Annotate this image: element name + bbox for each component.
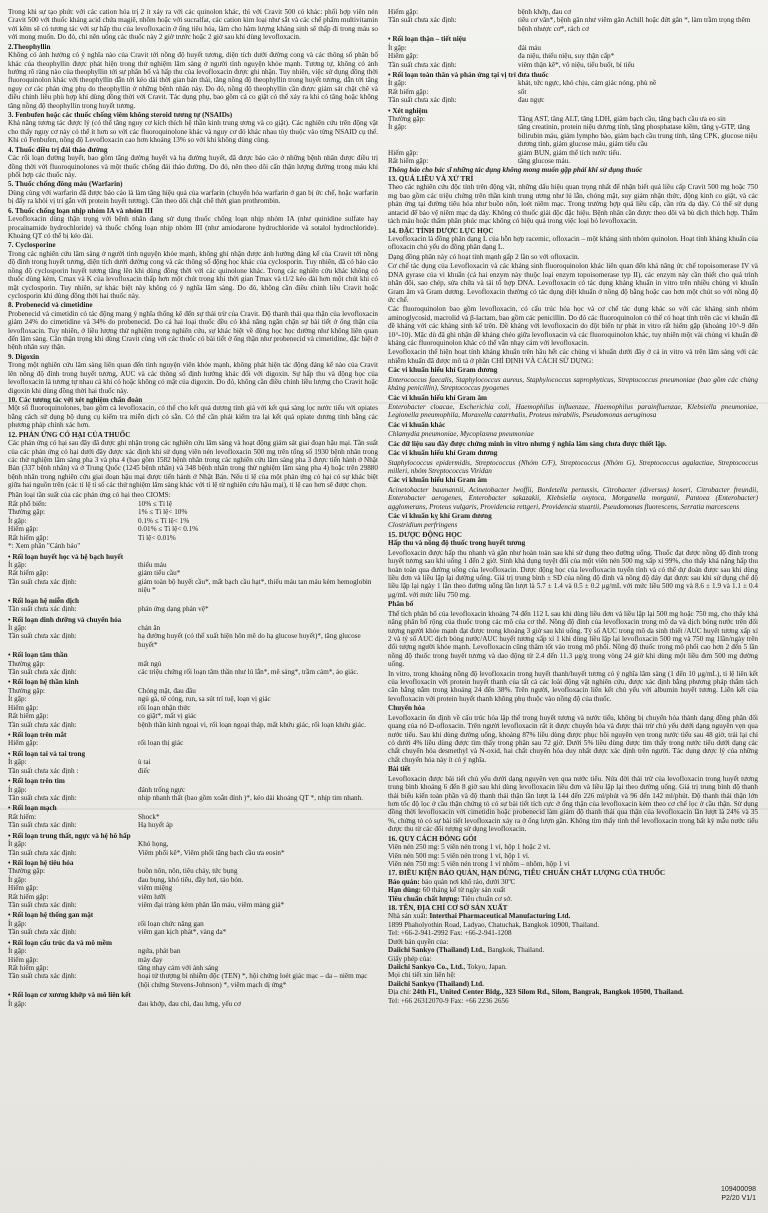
frequency-row — [388, 149, 758, 157]
frequency-label: Tần suất chưa xác định: — [8, 928, 77, 937]
packaging-list — [388, 843, 758, 868]
manufacturer-name: Interthai Pharmaceutical Manufacturing Ltd. — [429, 912, 571, 921]
adverse-group — [8, 859, 378, 910]
reaction-text: đau khớp, đau chi, đau lưng, yếu cơ — [138, 999, 241, 1008]
reaction-text: giảm tiểu cầu* — [138, 569, 181, 578]
adverse-group — [8, 750, 378, 775]
section-text: Dùng cùng với warfarin đã được báo cáo là làm tăng hiệu quả của warfarin (chuyển hóa warfarin ở gan bị ức chế, hoặc warfarin bị đẩy ra khỏi vị trí gắn với protein huyết tương). Cần theo dõi chặt chẽ thời gian prothrombin. — [8, 188, 378, 206]
subheading: Các vi khuẩn hiếu khí Gram âm — [388, 393, 488, 402]
frequency-label: Tần suất chưa xác định: — [8, 793, 77, 802]
frequency-label: Rất hiếm gặp: — [8, 533, 49, 542]
report-notice: Thông báo cho bác sĩ những tác dụng không mong muốn gặp phải khi sử dụng thuốc — [388, 165, 643, 174]
adverse-group-heading: • Rối loạn dinh dưỡng và chuyển hóa — [8, 615, 122, 624]
frequency-row — [8, 867, 378, 875]
reaction-text: tăng nhạy cảm với ánh sáng — [138, 963, 219, 972]
distributor-address-label: Địa chỉ: — [388, 988, 413, 997]
frequency-label: Ít gặp: — [8, 840, 27, 849]
frequency-label: Hiếm gặp: — [8, 739, 39, 748]
frequency-label: Tần suất chưa xác định: — [8, 972, 77, 981]
copyright-location: , Bangkok, Thailand. — [483, 946, 545, 955]
reaction-text: ngứa, phát ban — [138, 947, 181, 956]
storage-value: 60 tháng kể từ ngày sản xuất — [420, 886, 506, 895]
frequency-row — [388, 52, 758, 60]
storage-value: Tiêu chuẩn cơ sở. — [459, 894, 512, 903]
frequency-label: Rất hiếm: — [8, 812, 37, 821]
frequency-row — [8, 786, 378, 794]
section-heading: 17. ĐIỀU KIỆN BẢO QUẢN, HẠN DÙNG, TIÊU CHUẨN CHẤT LƯỢNG CỦA THUỐC — [388, 869, 666, 878]
frequency-row — [8, 721, 378, 729]
frequency-label: Tần suất chưa xác định: — [388, 60, 457, 69]
frequency-label: Tần suất chưa xác định: — [8, 901, 77, 910]
frequency-label: Tần suất chưa xác định: — [388, 96, 457, 105]
organism-list: Acinetobacter baumannii, Acinetobacter lwoffii, Bordetella pertussis, Citrobacter (diversus) koseri, Citrobacter freundii, Enterobacter aerogenes, Enterobacter sakazakii, Klebsiella oxytoca, Morganella morganii, Pantoea (Enterobacter) agglomerans, Proteus vulgaris, Providencia rettgeri, Providencia stuartii, Pseudomonas fluorescens, Serratia marcescens — [388, 485, 758, 511]
frequency-label: Tần suất chưa xác định: — [8, 720, 77, 729]
section-text: Trong các nghiên cứu lâm sàng ở người tình nguyện khỏe mạnh, không ghi nhận được ảnh hưởng đáng kể của Cravit tới nồng độ đỉnh trong huyết tương, diện tích dưới đường cong và các thông số động học khác của cyclosporin. Tuy nhiên, đã có báo cáo nồng độ cyclosporin huyết tương tăng lên khi dùng đồng thời với các quinolone khác. Trong các nghiên cứu khác không có thuốc dùng kèm, Cmax và K của levofloxacin thấp hơn một chút trong khi thời gian Tmax và t1/2 kéo dài hơn một chút khi có mặt cyclosporin. Tuy nhiên, sự khác biệt này không có ý nghĩa lâm sàng. Do đó, không cần điều chỉnh liều Cravit hoặc cyclosporin khi dùng đồng thời hai thuốc này. — [8, 249, 378, 300]
reaction-text: viêm miệng — [138, 884, 173, 893]
frequency-label: Ít gặp: — [8, 875, 27, 884]
section-text: Trong một nghiên cứu lâm sàng liên quan đến tình nguyện viên khỏe mạnh, không phát hiện tác động đáng kể nào của Cravit lên nồng độ đỉnh trong huyết tương, AUC và các thông số định hướng khác đối với digoxin. Sự hấp thu và động học của levofloxacin là tương tự nhau cả khi có hoặc không có mặt của digoxin. Do đó, không cần điều chỉnh liều lượng cho Cravit hoặc digoxin khi dùng đồng thời hai thuốc này. — [8, 361, 378, 395]
storage-line — [388, 886, 758, 894]
section-heading: 6. Thuốc chống loạn nhịp nhóm IA và nhóm III — [8, 206, 153, 215]
frequency-label: Thường gặp: — [8, 686, 46, 695]
frequency-label: Ít gặp: — [8, 561, 27, 569]
storage-label: Tiêu chuẩn chất lượng: — [388, 894, 460, 903]
subheading: Các dữ liệu sau đây được chứng minh in vitro nhưng ý nghĩa lâm sàng chưa được thiết lập. — [388, 439, 667, 448]
organism-list: Chlamydia pneumoniae, Mycoplasma pneumoniae — [388, 430, 534, 439]
section-text: Probenecid và cimetidin có tác động mang ý nghĩa thống kê đến sự thải trừ của Cravit. Độ thanh thải qua thận của levofloxacin giảm 24% do cimetidine và 34% do probenecid. Do cả hai loại thuốc đều có khả năng ngăn chặn sự bài tiết ở ống thận của levofloxacin. Tuy nhiên, ở liều lượng thử nghiệm trong nghiên cứu, sự khác biệt về động học học dường như không liên quan đến lâm sàng. Cần thận trọng khi dùng Cravit cùng với các thuốc có bài tiết ở ống thận như probenecid và cimetidine, đặc biệt ở bệnh nhân suy thận. — [8, 309, 378, 352]
storage-line — [388, 878, 758, 886]
organism-list: Clostridium perfringens — [388, 521, 458, 530]
adverse-group — [8, 777, 378, 802]
section-heading: 7. Cyclosporine — [8, 241, 56, 250]
adverse-group-heading: • Rối loạn hệ thần kinh — [8, 678, 79, 687]
reaction-text: bệnh khớp, đau cơ — [518, 8, 572, 16]
frequency-row — [8, 794, 378, 802]
adverse-group — [388, 35, 758, 69]
section-text: Levofloxacin được bài tiết chủ yếu dưới dạng nguyên vẹn qua nước tiểu. Nửa đời thải trừ của levofloxacin trong huyết tương trung bình khoảng 6 đến 8 giờ sau khi dùng levofloxacin liều đơn và liều lặp lại theo đường uống. Giá trị trung bình độ thanh thải biểu kiến toàn phần và độ thanh thải thận lần lượt là 144 đến 226 ml/phút và 96 đến 142 ml/phút. Độ thanh thải thận lớn hơn tốc độ lọc ở cầu thận chứng tỏ có sự bài tiết tích cực ở ống thận của levofloxacin kèm theo cơ chế lọc ở cầu thận. Sử dụng đồng thời levofloxacin với cimetidin hoặc probenecid làm giảm độ thanh thải qua thận của levofloxacin lần lượt là 24% và 35 %, chứng tỏ có sự bài tiết levofloxacin xảy ra ở ống lượn gần. Không tìm thấy tinh thể levofloxacin trong bất kỳ mẫu nước tiểu được thu từ các đối tượng sử dụng levofloxacin. — [388, 774, 758, 834]
section-text: Levofloxacin ổn định về cấu trúc hóa lập thể trong huyết tương và nước tiểu, không bị chuyển hóa thành dạng đồng phân đối quang của nó D-ofloxacin. Trên người levofloxacin rất ít được chuyển hóa và được thải trừ chủ yếu dưới dạng nguyên vẹn qua nước tiểu. Sau khi dùng đường uống, khoảng 87% liều dùng được phục hồi nguyên vẹn trong nước tiểu sau 48 giờ, trái lại chỉ có dưới 4% liều dùng được tìm thấy trong phân sau 72 giờ. Dưới 5% liều dùng được tìm thấy trong nước tiểu dưới dạng các chất chuyển hóa desmethyl và N-oxid, hai chất chuyển hóa duy nhất được xác định trên người. Tác dụng dược lý của những chất chuyển hóa này ít có ý nghĩa. — [388, 713, 758, 764]
frequency-label: Rất hiếm gặp: — [388, 87, 429, 96]
reaction-text: 0.1% ≤ Tỉ lệ< 1% — [138, 516, 190, 525]
organism-list: Staphylococcus epidermidis, Streptococcus (Nhóm C/F), Streptococcus (Nhóm G), Streptococcus agalactiae, Streptococcus milleri, nhóm Streptococcus Viridan — [388, 458, 758, 475]
frequency-label: Thường gặp: — [8, 508, 46, 517]
section-text: Cơ chế tác dụng của Levofloxacin và các kháng sinh fluoroquinolon khác liên quan đến khả năng ức chế topoisomerase IV và DNA gyrase của vi khuẩn (cả hai enzym này thuộc loại enzym topoisomerase typ II), các enzym này cần thiết cho quá trình nhân đôi, sao chép, sửa chữa và tái tổ hợp DNA. Levofloxacin có tác dụng kháng khuẩn in vitro trên nhiều chủng vi khuẩn Gram âm và Gram dương. Levofloxacin thường có tác dụng diệt khuẩn ở nồng độ bằng hoặc cao hơn một chút so với nồng độ ức chế. — [388, 262, 758, 304]
frequency-row — [8, 534, 378, 542]
reaction-text: Shock* — [138, 812, 160, 821]
reaction-text: bệnh thần kinh ngoại vi, rối loạn ngoại tháp, mất khứu giác, rối loạn khứu giác. — [138, 720, 366, 729]
document-code — [721, 1185, 756, 1203]
adverse-group-heading: • Rối loạn tai và tai trong — [8, 749, 86, 758]
contact-label: Mọi chi tiết xin liên hệ: — [388, 971, 456, 980]
reaction-text: thiếu máu — [138, 561, 167, 569]
adverse-group — [8, 991, 378, 1008]
frequency-label: Thường gặp: — [8, 659, 46, 668]
frequency-row — [8, 739, 378, 747]
organism-list: Enterococcus faecalis, Staphylococcus aureus, Staphylococcus saprophyticus, Streptococcus pneumoniae (bao gồm các chủng kháng penicillin), Streptococcus pyogenes — [388, 375, 758, 393]
frequency-row — [8, 972, 378, 989]
adverse-group-heading: • Rối loạn trên tim — [8, 777, 65, 786]
section-text: Khả năng tương tác được lý (có thể tăng nguy cơ kích thích hệ thần kinh trung ương và co giật). Các nghiên cứu trên động vật cho thấy nguy cơ này có thể ít hơn so với các fluoroquinolone khác và nguy cơ đó khác nhau tùy thuộc vào từng NSAID cụ thể. Khi có Fenbufen, nồng độ Levofloxacin cao hơn khoảng 13% so với khi không dùng cùng. — [8, 119, 378, 145]
reaction-text: giảm toàn bộ huyết cầu*, mất bạch cầu hạt*, thiếu máu tan máu kèm hemoglobin niệu * — [138, 577, 372, 595]
section-heading: 14. ĐẶC TÍNH DƯỢC LỰC HỌC — [388, 226, 494, 235]
subheading: Các vi khuẩn hiếu khí Gram dương — [388, 366, 498, 375]
frequency-row — [8, 767, 378, 775]
reaction-text: viêm lưỡi — [138, 892, 166, 901]
frequency-row — [8, 901, 378, 909]
frequency-row — [8, 695, 378, 703]
frequency-row — [8, 821, 378, 829]
adverse-group — [388, 71, 758, 105]
frequency-label: Rất hiếm gặp: — [8, 569, 49, 578]
section-heading: 4. Thuốc điều trị đái tháo đường — [8, 145, 108, 154]
license-holder: Daiichi Sankyo Co., Ltd. — [388, 962, 464, 971]
packaging-line: Viên nén 500 mg: 5 viên nén trong 1 vỉ, hộp 1 vỉ. — [388, 851, 530, 860]
frequency-row — [8, 578, 378, 595]
storage-list — [388, 878, 758, 903]
reaction-text: tiêu cơ vân*, bệnh gân như viêm gân Achill hoặc đứt gân *, làm trầm trọng thêm bệnh nhược cơ*, rách cơ — [518, 16, 751, 33]
organism-list: Enterobacter cloacae, Escherichia coli, Haemophilus influenzae, Haemophilus parainfluenzae, Klebsiella pneumoniae, Legionella pneumophila, Moraxella catarrhalis, Proteus mirabilis, Pseudomonas aeruginosa — [388, 402, 758, 420]
frequency-label: Ít gặp: — [8, 623, 27, 632]
subheading: Phân bố — [388, 600, 414, 609]
reaction-text: ù tai — [138, 758, 151, 767]
frequency-label: Ít gặp: — [8, 516, 27, 525]
manufacturer-address: 1899 Phaholyothin Road, Ladyao, Chatuchak, Bangkok 10900, Thailand. — [388, 920, 600, 929]
adverse-group — [8, 678, 378, 729]
adverse-group-heading: • Rối loạn cơ xương khớp và mô liên kết — [8, 991, 131, 1000]
packaging-line: Viên nén 750 mg: 5 viên nén trong 1 vỉ nhôm – nhôm, hộp 1 vỉ — [388, 859, 570, 868]
frequency-row — [8, 668, 378, 676]
section-heading: 8. Probenecid và cimetidine — [8, 301, 93, 310]
frequency-intro: Phân loại tần suất của các phản ứng có hại theo CIOMS: — [8, 490, 171, 499]
frequency-label: Hiếm gặp: — [8, 884, 39, 893]
storage-value: bảo quản nơi khô ráo, dưới 30ºC — [419, 877, 516, 886]
frequency-row — [388, 96, 758, 104]
reaction-text: chán ăn — [138, 623, 161, 632]
frequency-label: Ít gặp: — [8, 695, 27, 704]
storage-line — [388, 895, 758, 903]
frequency-label: Ít gặp: — [388, 123, 407, 132]
frequency-label: Ít gặp: — [8, 785, 27, 794]
frequency-row — [8, 632, 378, 649]
distributor-phone: Tel: +66 26312070-9 Fax: +66 2236 2656 — [388, 996, 509, 1005]
section-text: Một số fluoroquinolones, bao gồm cả levofloxacin, có thể cho kết quả dương tính giả với kết quả sàng lọc nước tiểu với opiates bằng cách sử dụng bộ dụng cụ kiểm tra miễn dịch có sẵn. Có thể cần phải kiểm tra lại kết quả opiate dương tính bằng các phương pháp chính xác hơn. — [8, 404, 378, 430]
frequency-row — [8, 660, 378, 668]
section-heading: 16. QUY CÁCH ĐÓNG GÓI — [388, 834, 477, 843]
frequency-row — [388, 8, 758, 16]
section-heading: 3. Fenbufen hoặc các thuốc chống viêm không steroid tương tự (NSAIDs) — [8, 111, 233, 120]
section-heading: 13. QUÁ LIỀU VÀ XỬ TRÍ — [388, 175, 474, 184]
frequency-row — [388, 79, 758, 87]
section-text: Dạng đồng phân này có hoạt tính mạnh gấp 2 lần so với ofloxacin. — [388, 252, 580, 261]
frequency-row — [8, 687, 378, 695]
frequency-label: Thường gặp: — [388, 115, 426, 124]
reaction-text: Viêm phổi kẽ*, Viêm phổi tăng bạch cầu ưa eosin* — [138, 848, 285, 857]
frequency-row — [8, 704, 378, 712]
reaction-text: Hạ huyết áp — [138, 821, 173, 830]
packaging-line: Viên nén 250 mg: 5 viên nén trong 1 vỉ, hộp 1 hoặc 2 vỉ. — [388, 843, 551, 852]
reaction-text: khát, tức ngực, khó chịu, cảm giác nóng, phù nề — [518, 79, 657, 88]
frequency-row — [388, 16, 758, 33]
reaction-text: hoại tử thượng bì nhiễm độc (TEN) *, hội chứng loét giác mạc – da – niêm mạc (hội chứng Stevens-Johnson) *, viêm mạch dị ứng* — [138, 972, 368, 989]
frequency-label: Hiếm gặp: — [8, 525, 39, 534]
section-heading: 9. Digoxin — [8, 352, 40, 361]
musculoskeletal-continued — [388, 8, 758, 33]
reaction-text: hạ đường huyết (có thể xuất hiện hôn mê do hạ glucose huyết)*, tăng glucose huyết* — [138, 632, 361, 649]
frequency-label: Tần suất chưa xác định: — [8, 821, 77, 830]
reaction-text: viêm thận kẽ*, vô niệu, tiểu buốt, bí tiểu — [518, 60, 635, 69]
frequency-label: Tần suất chưa xác định: — [8, 668, 77, 677]
adverse-group-heading: • Rối loạn trung thất, ngực và hệ hô hấp — [8, 831, 131, 840]
frequency-row — [8, 569, 378, 577]
adverse-group-heading: • Rối loạn thận – tiết niệu — [388, 35, 466, 44]
reaction-text: mày đay — [138, 955, 163, 964]
frequency-row — [8, 712, 378, 720]
frequency-row — [8, 956, 378, 964]
subheading: Các vi khuẩn khác — [388, 420, 446, 429]
subheading: Chuyển hóa — [388, 704, 425, 713]
section-text: Không có ảnh hưởng có ý nghĩa nào của Cravit tới nồng độ huyết tương, diện tích dưới đường cong và các thông số phân bố khác của theophyllin được phát hiện trong thử nghiệm lâm sàng ở người tình nguyện khỏe mạnh. Tương tự, không có ảnh hưởng rõ ràng nào của theophyllin tới sự phân bố và hấp thu của levofloxacin được ghi nhận. Tuy nhiên, việc sử dụng đồng thời fluoroquinolon khác với theophyllin dẫn tới kéo dài thời gian bán thải, tăng nồng độ theophyllin trong huyết tương, dẫn tới tăng nguy cơ các phản ứng phụ do theophyllin ở những bệnh nhân này. Do đó, nồng độ theophyllin cần được giám sát chặt chẽ và điều chỉnh liều phù hợp khi dùng đồng thời với Cravit. Tác dụng phụ, bao gồm cả co giật có thể xảy ra khi có tăng hoặc không tăng nồng độ theophyllin trong huyết tương. — [8, 51, 378, 110]
reaction-text: điếc — [138, 766, 150, 775]
subheading: Bài tiết — [388, 765, 411, 774]
reaction-text: đau ngực — [518, 96, 545, 105]
section-text: Các rối loạn đường huyết, bao gồm tăng đường huyết và hạ đường huyết, đã được báo cáo ở những bệnh nhân được điều trị đồng thời với fluoroquinolones và một thuốc chống đái tháo đường. Do đó, nên theo dõi cẩn thận lượng đường trong máu khi phối hợp các thuốc này. — [8, 154, 378, 180]
frequency-row — [8, 840, 378, 848]
reaction-text: rối loạn nhận thức — [138, 703, 191, 712]
document-version: P2/20 V1/1 — [721, 1194, 756, 1202]
adverse-reaction-groups — [8, 553, 378, 1009]
frequency-row — [8, 893, 378, 901]
frequency-label: Rất hiếm gặp: — [8, 963, 49, 972]
section-heading: 15. DƯỢC ĐỘNG HỌC — [388, 530, 463, 539]
section-heading: 12. PHẢN ỨNG CÓ HẠI CỦA THUỐC — [8, 430, 131, 439]
subheading: Các vi khuẩn kỵ khí Gram dương — [388, 512, 492, 521]
frequency-row — [8, 1000, 378, 1008]
frequency-label: Ít gặp: — [8, 758, 27, 767]
reaction-text: giảm BUN, giảm thể tích nước tiểu. — [518, 148, 622, 157]
manufacturer-phone: Tel: +66-2-941-2992 Fax: +66-2-941-1208 — [388, 929, 512, 938]
reaction-text: các triệu chứng rối loạn tâm thần như lú lẫn*, mê sảng*, trầm cảm*, ảo giác. — [138, 668, 359, 677]
section-heading: 18. TÊN, ĐỊA CHỈ CƠ SỞ SẢN XUẤT — [388, 904, 508, 913]
frequency-label: Thường gặp: — [8, 867, 46, 876]
section-text: Các phản ứng có hại sau đây đã được ghi nhận trong các nghiên cứu lâm sàng và hoạt động giám sát giai đoạn hậu mại. Tần suất của các phản ứng có hại dưới đây được xác định khi sử dụng viên nén levofloxacin 500 mg trên tổng số 1930 bệnh nhân trong các thử nghiệm lâm sàng pha 3 và pha 4 (bao gồm 1582 bệnh nhân trong các nghiên cứu lâm sàng pha 3 được tiến hành ở Nhật Bản (337 bệnh nhân) và ở Trung Quốc (1245 bệnh nhân) và 348 bệnh nhân trong thử nghiệm lâm sàng pha 4) hoặc trên 29880 bệnh nhân trong nghiên cứu giai đoạn hậu mại được tiến hành ở Nhật Bản. Nếu tỉ lệ của một phản ứng có hại có sự khác biệt giữa hai nguồn trên (các tỉ lệ tỉ số các thử nghiệm lâm sàng khác với tỉ lệ từ nghiên cứu hậu mại), tỉ lệ cao hơn sẽ được chọn. — [8, 439, 378, 490]
frequency-row — [8, 517, 378, 525]
reaction-text: nhịp nhanh thất (bao gồm xoắn đỉnh )*, kéo dài khoảng QT *, nhịp tim nhanh. — [138, 793, 364, 802]
license-location: , Tokyo, Japan. — [463, 962, 507, 971]
license-label: Giấy phép của: — [388, 954, 432, 963]
adverse-group — [8, 832, 378, 857]
reaction-text: rối loạn chức năng gan — [138, 919, 204, 928]
adverse-group-heading: • Rối loạn tâm thần — [8, 651, 68, 660]
adverse-reaction-groups — [388, 35, 758, 165]
frequency-row — [388, 44, 758, 52]
adverse-group — [8, 911, 378, 936]
reaction-text: 1% ≤ Tỉ lệ< 10% — [138, 508, 188, 517]
section-heading: 2.Theophyllin — [8, 42, 51, 51]
adverse-group-heading: • Rối loạn trên mắt — [8, 731, 67, 740]
reaction-text: Khó họng, — [138, 840, 169, 849]
copyright-holder: Daiichi Sankyo (Thailand) Ltd. — [388, 946, 484, 955]
frequency-row — [388, 61, 758, 69]
frequency-row — [388, 88, 758, 96]
frequency-row — [8, 928, 378, 936]
manufacturer-block — [388, 912, 758, 1005]
adverse-group — [8, 651, 378, 676]
frequency-row — [8, 849, 378, 857]
intro-paragraph: Trong khi sự tạo phức với các cation hóa trị 2 ít xảy ra với các quinolon khác, thì với Cravit 500 có khác: phối hợp viên nén Cravit 500 với thuốc kháng acid chứa magiê, nhôm hoặc với sucralfat, các cation kim loại như sắt và các chế phẩm multivitamin với kẽm sẽ có tương tác với sự hấp thu của levofloxacin ở ống tiêu hóa, làm cho hàm lượng kháng sinh sẽ thấp đi trong máu so với mong muốn. Do đó, chỉ nên uống các thuốc này 2 giờ trước hoặc 2 giờ sau khi dùng levofloxacin. — [8, 8, 378, 42]
reaction-text: sốt — [518, 87, 527, 96]
frequency-table — [8, 500, 378, 542]
subheading: Hấp thu và nồng độ thuốc trong huyết tương — [388, 539, 526, 548]
reaction-text: phản ứng dạng phản vệ* — [138, 605, 209, 614]
paper-fold — [0, 808, 768, 810]
frequency-label: Rất hiếm gặp: — [8, 712, 49, 721]
reaction-text: đái máu — [518, 43, 541, 52]
reaction-text: rối loạn thị giác — [138, 739, 184, 748]
storage-label: Bảo quản: — [388, 877, 420, 886]
reaction-text: viêm gan kịch phát*, vàng da* — [138, 928, 227, 937]
frequency-label: Ít gặp: — [388, 79, 407, 88]
frequency-label: Ít gặp: — [8, 947, 27, 956]
frequency-row — [8, 884, 378, 892]
frequency-label: Rất hiếm gặp: — [8, 892, 49, 901]
adverse-group — [8, 731, 378, 748]
frequency-row — [8, 813, 378, 821]
frequency-row — [8, 758, 378, 766]
frequency-row — [8, 525, 378, 533]
section-text: In vitro, trong khoảng nồng độ levofloxacin trong huyết thanh/huyết tương có ý nghĩa lâm sàng (1 đến 10 μg/mL), tỉ lệ liên kết của levofloxacin với protein huyết thanh của tất cả các loài động vật nghiên cứu, được xác định bằng phương pháp thẩm tách cân bằng nằm trong khoảng 24 đến 38%. Trên người, levofloxacin liên kết chủ yếu với albumin huyết tương. Liên kết của levofloxacin với protein huyết thanh không phụ thuộc vào nồng độ của thuốc. — [388, 669, 758, 703]
reaction-text: đau bụng, khó tiêu, đầy hơi, táo bón. — [138, 875, 244, 884]
distributor-address: 24th Fl., United Center Bldg., 323 Silom Rd., Silom, Bangrak, Bangkok 10500, Thailand. — [412, 988, 684, 997]
adverse-group — [8, 597, 378, 614]
frequency-label: Tần suất chưa xác định : — [8, 766, 79, 775]
subheading: Các vi khuẩn hiếu khí Gram âm — [388, 476, 488, 485]
section-heading: 5. Thuốc chống đông máu (Warfarin) — [8, 180, 123, 189]
adverse-group-heading: • Rối loạn cấu trúc da và mô mềm — [8, 938, 112, 947]
reaction-text: co giật*, mất vị giác — [138, 712, 197, 721]
frequency-label: Tần suất chưa xác định: — [388, 16, 457, 25]
section-text: Levofloxacin thể hiện hoạt tính kháng khuẩn trên hầu hết các chủng vi khuẩn dưới đây ở cả in vitro và trên lâm sàng với các nhiễm khuẩn đã được mô tả ở phần CHỈ ĐỊNH VÀ CÁCH SỬ DỤNG: — [388, 348, 758, 365]
adverse-group — [388, 107, 758, 166]
paper-fold — [0, 402, 768, 404]
reaction-text: Tăng AST, tăng ALT, tăng LDH, giảm bạch cầu, tăng bạch cầu ưa eo sin — [518, 115, 726, 124]
section-text: Các fluoroquinolon bao gồm levofloxacin, có cấu trúc hóa học và cơ chế tác dụng khác so với các kháng sinh nhóm aminoglycosid, macrolid và β-lactam, bao gồm các penicillin. Do đó các fluoroquinolon có thể có hoạt tính trên các vi khuẩn đã đề kháng với các kháng sinh kể trên. Đề kháng với levofloxacin do đột biến tự phát in vitro rất hiếm gặp (khoảng 10^-9 đến 10^-10). Mặc dù đã ghi nhận đề kháng chéo giữa levofloxacin và các fluoroquinolon khác, tuy nhiên một vài chủng vi khuẩn đề kháng các fluoroquinolon khác có thể vẫn nhạy cảm với levofloxacin. — [388, 305, 758, 348]
frequency-label: Rất phổ biến: — [8, 500, 47, 509]
reaction-text: 10% ≤ Tỉ lệ — [138, 500, 172, 509]
adverse-group-heading: • Rối loạn hệ tiêu hóa — [8, 858, 74, 867]
frequency-label: Tần suất chưa xác định: — [8, 632, 77, 641]
frequency-label: Hiếm gặp: — [388, 8, 419, 16]
adverse-group — [8, 553, 378, 595]
reaction-text: ngủ gà, tê cóng, run, sa sút trí tuệ, loạn vị giác — [138, 695, 271, 704]
adverse-group-heading: • Rối loạn hệ thống gan mật — [8, 911, 94, 920]
adverse-group-heading: • Rối loạn huyết học và hệ bạch huyết — [8, 552, 124, 561]
left-column — [8, 8, 378, 1213]
copyright-label: Dưới bản quyền của: — [388, 937, 449, 946]
frequency-row — [8, 876, 378, 884]
frequency-label: Tần suất chưa xác định: — [8, 577, 77, 586]
distributor-name: Daiichi Sankyo (Thailand) Ltd. — [388, 979, 484, 988]
adverse-group-heading: • Rối loạn hệ miễn dịch — [8, 596, 80, 605]
section-text: Levofloxacin được hấp thu nhanh và gần như hoàn toàn sau khi sử dụng theo đường uống. Thuốc đạt được nồng độ đỉnh trong huyết tương sau khi uống 1 đến 2 giờ. Sinh khả dụng tuyệt đối của một viên nén 500 mg xấp xỉ 99%, cho thấy khả năng hấp thu hoàn toàn qua đường uống của levofloxacin. Dược động học của levofloxacin tuyến tính và có thể dự đoán được sau khi dùng liều đơn và liều lặp lại đường uống. Giá trị trung bình ± SD của nồng độ đỉnh và nồng độ đáy đạt được sau khi sử dụng chế độ liều lặp lại ngày 1 lần theo đường uống lần lượt là 5.7 ± 1.4 và 0.5 ± 0.2 μg/mL với mức liều 500 mg và 8.6 ± 1.9 và 1.1 ± 0.4 μg/mL với mức liều 750 mg. — [388, 548, 758, 599]
frequency-label: Hiếm gặp: — [388, 148, 419, 157]
frequency-row — [8, 561, 378, 569]
frequency-row — [8, 947, 378, 955]
frequency-row — [8, 500, 378, 508]
section-text: Levofloxacin là đồng phân dạng L của hỗn hợp racemic, ofloxacin – một kháng sinh nhóm quinolon. Hoạt tính kháng khuẩn của ofloxacin chủ yếu do đồng phân dạng L. — [388, 234, 758, 252]
section-text: Theo các nghiên cứu độc tính trên động vật, những dấu hiệu quan trọng nhất để nhận biết quá liều cấp Cravit 500 mg hoặc 750 mg bao gồm các triệu chứng trên thần kinh trung ương như lú lẫn, chóng mặt, suy giảm nhận thức, động kinh co giật, và các phản ứng tại đường tiêu hóa như buồn nôn, loét niêm mạc. Trong trường hợp quá liều cấp, cần rửa dạ dày. Có thể sử dụng antacid để bảo vệ niêm mạc dạ dày. Không có thuốc giải độc đặc hiệu. Bệnh nhân cần được theo dõi và bù dịch thích hợp. Thẩm tách máu hoặc thẩm phân phúc mạc không có hiệu quả trong việc loại bỏ levofloxacin. — [388, 183, 758, 226]
right-column — [388, 8, 758, 1213]
frequency-label: Ít gặp: — [388, 43, 407, 52]
frequency-note: *: Xem phần "Cảnh báo" — [8, 542, 81, 551]
manufacturer-label: Nhà sản xuất: — [388, 912, 430, 921]
frequency-label: Tần suất chưa xác định: — [8, 848, 77, 857]
adverse-group-heading: • Rối loạn mạch — [8, 804, 57, 813]
reaction-text: mất ngủ — [138, 659, 162, 668]
section-text: Thể tích phân bố của levofloxacin khoảng 74 đến 112 L sau khi dùng liều đơn và liều lặp lại 500 mg hoặc 750 mg, cho thấy khả năng phân bố rộng của thuốc trong các mô của cơ thể. Nồng độ đỉnh của levofloxacin trong mô da và dịch bóng nước trên đối tượng người khỏe mạnh đạt được trong khoảng 3 giờ sau khi uống. Tỷ số AUC trong mô da sinh thiết /AUC huyết tương xấp xỉ 2 và tỷ số AUC dịch bóng nước/AUC huyết tương xấp xỉ 1 khi dùng liều lặp lại levofloxacin 500 mg và 750 mg 1lần/ngày trên đối tượng người khỏe mạnh. Levofloxacin cũng thâm tốt vào trong mô phổi. Nồng độ thuốc trong mô phổi cao hơn 2 đến 5 lần nồng độ thuốc trong huyết tương và dao động từ 2.4 đến 11.3 μg/g trong vòng 24 giờ khi dùng một liều đơn 500 mg đường uống. — [388, 609, 758, 669]
section-text: Levofloxacin dùng thận trọng với bệnh nhân đang sử dụng thuốc chống loạn nhịp nhóm IA (như quinidine sulfate hay procainamide hydrochloride) và thuốc chống loạn nhịp nhóm III (như amiodarone hydrochloride và sotalol hydrochloride). Khoảng QT có thể bị kéo dài. — [8, 215, 378, 240]
reaction-text: tăng glucose máu. — [518, 157, 571, 166]
frequency-row — [388, 157, 758, 165]
reaction-text: 0.01% ≤ Tỉ lệ< 0.1% — [138, 525, 199, 534]
frequency-row — [8, 508, 378, 516]
frequency-row — [388, 115, 758, 123]
reaction-text: Chóng mặt, đau đầu — [138, 686, 196, 695]
section-heading: 10. Các tương tác với xét nghiệm chẩn đoán — [8, 395, 143, 404]
adverse-group-heading: • Rối loạn toàn thân và phản ứng tại vị trí đưa thuốc — [388, 70, 549, 79]
adverse-group-heading: • Xét nghiệm — [388, 106, 428, 115]
frequency-label: Hiếm gặp: — [8, 955, 39, 964]
adverse-group — [8, 939, 378, 990]
reaction-text: đa niệu, thiểu niệu, suy thận cấp* — [518, 52, 615, 61]
reaction-text: tăng creatinin, protein niệu dương tính, tăng phosphatase kiềm, tăng γ-GTP, tăng bilirubin máu, giảm lympho bào, giảm bạch cầu trung tính, tăng CPK, glucose niệu dương tính, giảm glucose máu, giảm tiểu cầu — [518, 123, 758, 149]
frequency-label: Tần suất chưa xác định: — [8, 605, 77, 614]
frequency-row — [388, 123, 758, 148]
frequency-label: Ít gặp: — [8, 999, 27, 1008]
document-number: 109400098 — [720, 1185, 756, 1193]
frequency-row — [8, 605, 378, 613]
frequency-label: Hiếm gặp: — [8, 703, 39, 712]
frequency-label: Rất hiếm gặp: — [388, 157, 429, 166]
frequency-row — [8, 920, 378, 928]
adverse-group — [8, 616, 378, 650]
subheading: Các vi khuẩn hiếu khí Gram dương — [388, 449, 498, 458]
reaction-text: đánh trống ngực — [138, 785, 186, 794]
reaction-text: Tỉ lệ< 0.01% — [138, 533, 176, 542]
reaction-text: viêm đại tràng kèm phân lẫn máu, viêm màng giả* — [138, 901, 285, 910]
storage-label: Hạn dùng: — [388, 886, 421, 895]
reaction-text: buồn nôn, nôn, tiêu chảy, tức bụng — [138, 867, 238, 876]
frequency-label: Ít gặp: — [8, 919, 27, 928]
frequency-label: Hiếm gặp: — [388, 52, 419, 61]
